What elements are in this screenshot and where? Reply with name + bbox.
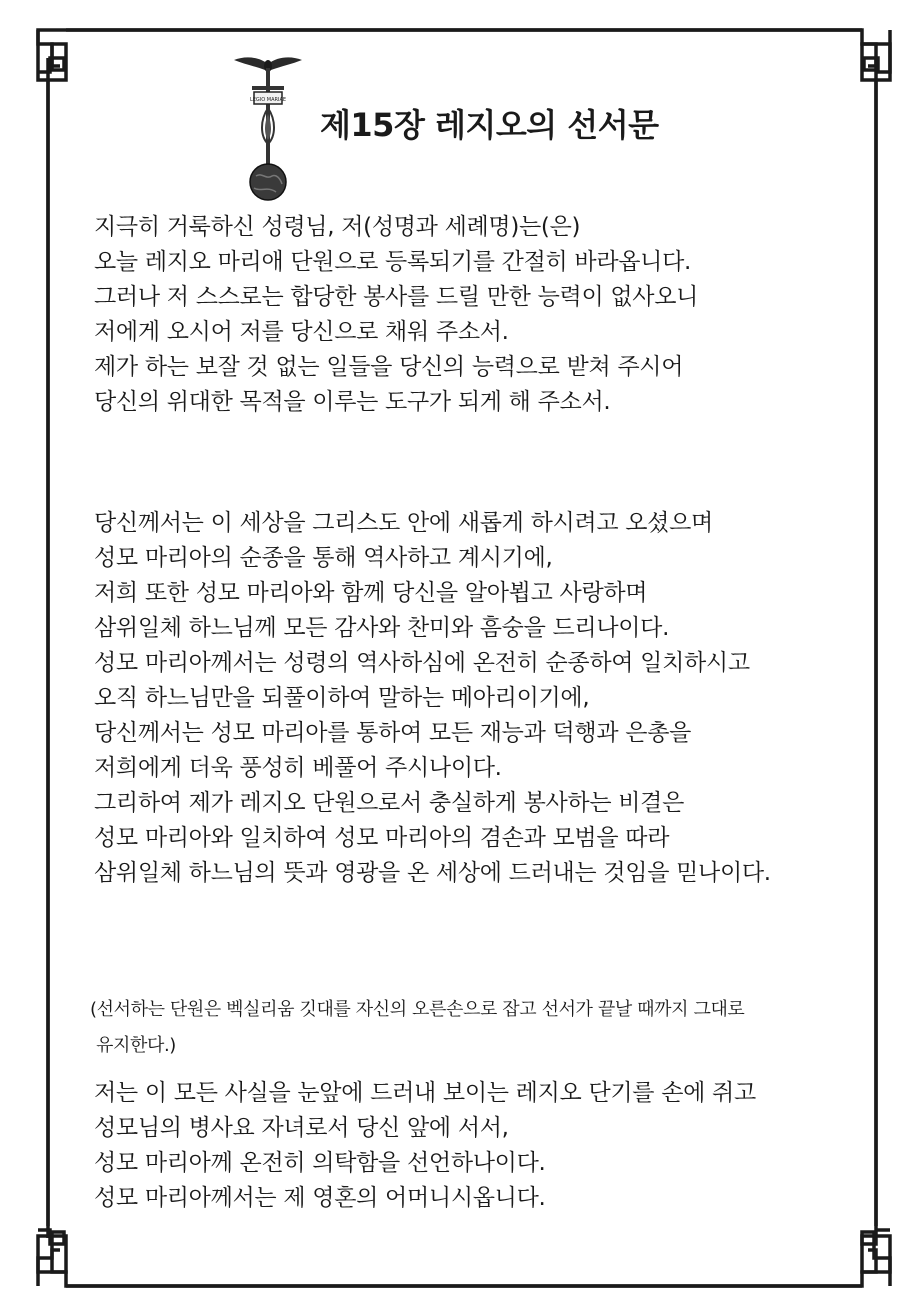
text-line: 오직 하느님만을 되풀이하여 말하는 메아리이기에, <box>94 685 590 711</box>
text-line: 당신의 위대한 목적을 이루는 도구가 되게 해 주소서. <box>94 389 611 415</box>
paragraph-main <box>94 506 854 891</box>
text-line: 저희에게 더욱 풍성히 베풀어 주시나이다. <box>94 755 502 781</box>
text-line: 성모 마리아께서는 성령의 역사하심에 온전히 순종하여 일치하시고 <box>94 650 750 676</box>
note-line: 유지한다.) <box>96 1035 176 1056</box>
page-title: 제15장 레지오의 선서문 <box>320 106 659 144</box>
text-line: 삼위일체 하느님께 모든 감사와 찬미와 흠숭을 드리나이다. <box>94 615 670 641</box>
text-line: 지극히 거룩하신 성령님, 저(성명과 세례명)는(은) <box>94 214 581 240</box>
note-line: (선서하는 단원은 벡실리움 깃대를 자신의 오른손으로 잡고 선서가 끝날 때까지 그대로 <box>90 999 745 1020</box>
emblem-banner-text: LEGIO MARIAE <box>249 97 287 103</box>
text-line: 성모 마리아께 온전히 의탁함을 선언하나이다. <box>94 1150 546 1176</box>
text-line: 오늘 레지오 마리애 단원으로 등록되기를 간절히 바라옵니다. <box>94 249 692 275</box>
text-line: 성모님의 병사요 자녀로서 당신 앞에 서서, <box>94 1115 509 1141</box>
paragraph-intro <box>94 210 854 420</box>
text-line: 저희 또한 성모 마리아와 함께 당신을 알아뵙고 사랑하며 <box>94 580 648 606</box>
text-line: 저는 이 모든 사실을 눈앞에 드러내 보이는 레지오 단기를 손에 쥐고 <box>94 1080 756 1106</box>
text-line: 제가 하는 보잘 것 없는 일들을 당신의 능력으로 받쳐 주시어 <box>94 354 684 380</box>
legion-vexillum-icon <box>232 52 304 202</box>
text-line: 저에게 오시어 저를 당신으로 채워 주소서. <box>94 319 509 345</box>
text-line: 그러나 저 스스로는 합당한 봉사를 드릴 만한 능력이 없사오니 <box>94 284 699 310</box>
text-line: 삼위일체 하느님의 뜻과 영광을 온 세상에 드러내는 것임을 믿나이다. <box>94 860 771 886</box>
text-line: 당신께서는 이 세상을 그리스도 안에 새롭게 하시려고 오셨으며 <box>94 510 713 536</box>
paragraph-declaration <box>94 1076 854 1216</box>
text-line: 성모 마리아와 일치하여 성모 마리아의 겸손과 모범을 따라 <box>94 825 670 851</box>
text-line: 당신께서는 성모 마리아를 통하여 모든 재능과 덕행과 은총을 <box>94 720 692 746</box>
text-line: 성모 마리아께서는 제 영혼의 어머니시옵니다. <box>94 1185 546 1211</box>
text-line: 성모 마리아의 순종을 통해 역사하고 계시기에, <box>94 545 553 571</box>
rubric-note <box>90 992 860 1064</box>
text-line: 그리하여 제가 레지오 단원으로서 충실하게 봉사하는 비결은 <box>94 790 685 816</box>
